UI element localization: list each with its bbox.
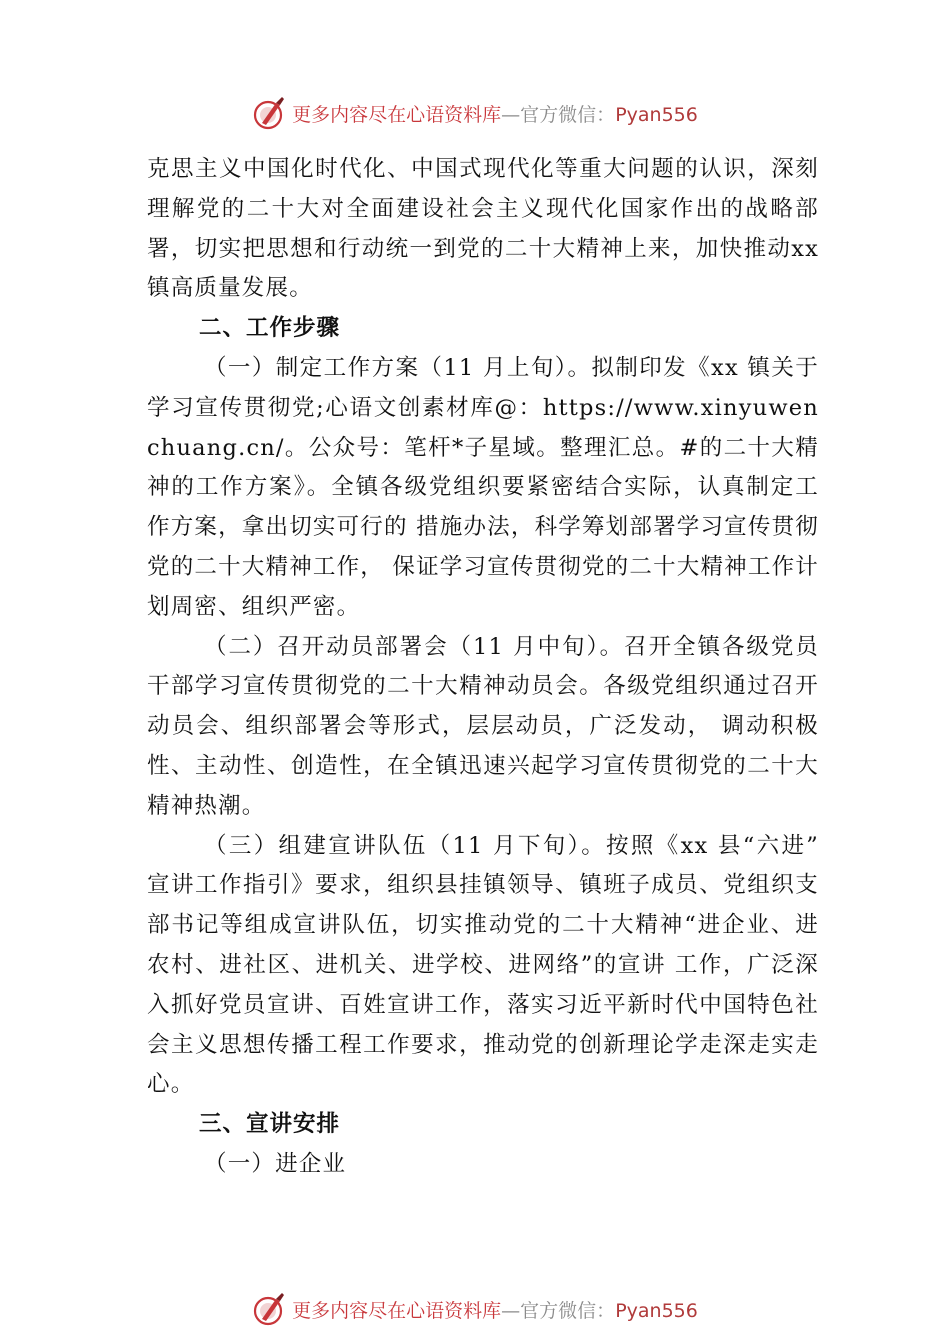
- document-body: [147, 150, 819, 1185]
- brush-logo-icon: [252, 1291, 288, 1327]
- section-heading-arrangements: 三、宣讲安排: [199, 1111, 341, 1138]
- footer-banner: [0, 1289, 950, 1329]
- header-banner: [0, 93, 950, 133]
- brush-logo-icon: [252, 95, 288, 131]
- paragraph-step-2: （二）召开动员部署会（11 月中旬）。召开全镇各级党员干部学习宣传贯彻党的二十大精神动员会。各级党组织通过召开动员会、组织部署会等形式，层层动员，广泛发动， 调动积极性、主动性、创造性，在全镇迅速兴起学习宣传贯彻党的二十大精神热潮。: [147, 633, 819, 819]
- banner-site-name: 更多内容尽在心语资料库: [292, 103, 502, 126]
- banner-text: [292, 1296, 698, 1323]
- subheading-enterprise: （一）进企业: [204, 1150, 347, 1177]
- banner-wechat-label: —官方微信：: [501, 1299, 616, 1322]
- banner-wechat-label: —官方微信：: [501, 103, 616, 126]
- banner-site-name: 更多内容尽在心语资料库: [292, 1299, 502, 1322]
- section-heading-work-steps: 二、工作步骤: [199, 315, 341, 342]
- banner-text: [292, 100, 698, 127]
- paragraph-step-3: （三）组建宣讲队伍（11 月下旬）。按照《xx 县“六进” 宣讲工作指引》要求，组织县挂镇领导、镇班子成员、党组织支部书记等组成宣讲队伍，切实推动党的二十大精神“进企业、进农村、进社区、进机关、进学校、进网络”的宣讲 工作，广泛深入抓好党员宣讲、百姓宣讲工作，落实习近平新时代中国特色社会主义思想传播工程工作要求，推动党的创新理论学走深走实走心。: [147, 832, 819, 1098]
- banner-wechat-id: Pyan556: [615, 103, 698, 126]
- banner-wechat-id: Pyan556: [615, 1299, 698, 1322]
- paragraph-intro-continued: 克思主义中国化时代化、中国式现代化等重大问题的认识，深刻理解党的二十大对全面建设社会主义现代化国家作出的战略部署，切实把思想和行动统一到党的二十大精神上来，加快推动xx镇高质量发展。: [147, 156, 819, 302]
- paragraph-step-1: （一）制定工作方案（11 月上旬）。拟制印发《xx 镇关于学习宣传贯彻党;心语文创素材库@：https://www.xinyuwenchuang.cn/。公众号：笔杆*子星域。整理汇总。#的二十大精神的工作方案》。全镇各级党组织要紧密结合实际，认真制定工作方案，拿出切实可行的 措施办法，科学筹划部署学习宣传贯彻党的二十大精神工作， 保证学习宣传贯彻党的二十大精神工作计划周密、组织严密。: [147, 354, 819, 620]
